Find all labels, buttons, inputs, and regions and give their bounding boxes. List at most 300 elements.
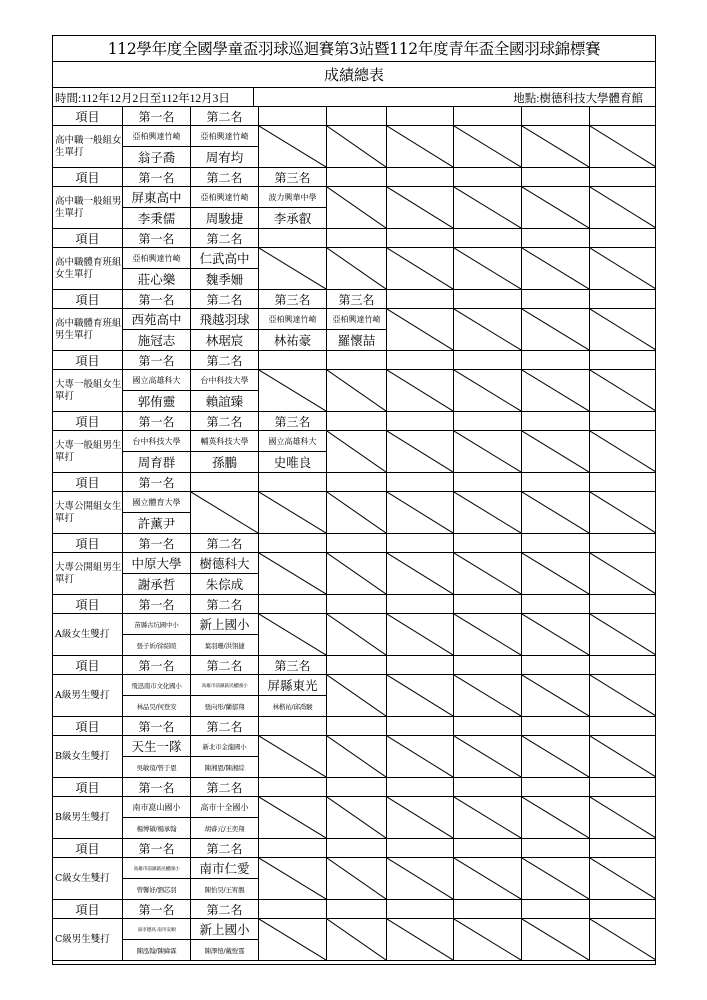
winner-player: 李承叡 [259,208,327,229]
blank-header-cell [387,778,454,797]
winner-unit: 台中科技大學 [191,370,259,391]
winner-player: 周駿捷 [191,208,259,229]
winner-unit: 屏東高中 [123,187,191,208]
winner-player: 林琚宸 [191,330,259,351]
winner-unit: 輔英科技大學 [191,431,259,452]
empty-slash-cell [327,187,387,229]
rank-header: 第三名 [259,412,327,431]
event-name: 高中職體育班組女生單打 [53,248,123,290]
rank-header: 第三名 [259,290,327,309]
winner-unit: 新北市金龍國小 [191,736,259,757]
event-name: 大專公開組女生單打 [53,492,123,534]
blank-header-cell [590,717,656,736]
rank-header: 第一名 [123,351,191,370]
empty-slash-cell [387,370,454,412]
empty-slash-cell [259,553,327,595]
blank-header-cell [259,839,327,858]
rank-header: 第二名 [191,595,259,614]
diagonal-line [387,919,453,960]
blank-header-cell [387,839,454,858]
winner-unit: 新上國小 [191,919,259,940]
empty-slash-cell [590,919,656,961]
event-name: A級男生雙打 [53,675,123,717]
blank-header-cell [590,168,656,187]
empty-slash-cell [259,736,327,778]
diagonal-line [590,858,656,899]
blank-header-cell [454,839,522,858]
blank-header-cell [522,717,590,736]
diagonal-line [522,492,589,533]
rank-header: 第一名 [123,107,191,126]
empty-slash-cell [259,126,327,168]
diagonal-line [522,614,589,655]
winner-player: 陳怡昊/王宥靚 [191,879,259,900]
rank-header: 第一名 [123,412,191,431]
diagonal-line [387,248,453,289]
winner-unit: 中原大學 [123,553,191,574]
diagonal-line [454,431,521,472]
event-header-label: 項目 [53,168,123,187]
winner-player: 林祐豪 [259,330,327,351]
empty-slash-cell [387,919,454,961]
empty-slash-cell [327,675,387,717]
rank-header: 第二名 [191,839,259,858]
winner-unit: 樹德科大 [191,553,259,574]
diagonal-line [191,492,258,533]
event-name: 大專公開組男生單打 [53,553,123,595]
diagonal-line [259,248,326,289]
rank-header: 第一名 [123,290,191,309]
diagonal-line [590,797,656,838]
event-name: B級男生雙打 [53,797,123,839]
empty-slash-cell [590,797,656,839]
winner-player: 郭侑靈 [123,391,191,412]
empty-slash-cell [590,858,656,900]
empty-slash-cell [590,553,656,595]
diagonal-line [454,553,521,594]
rank-header: 第二名 [191,168,259,187]
diagonal-line [522,553,589,594]
diagonal-line [522,858,589,899]
empty-slash-cell [454,431,522,473]
blank-header-cell [454,412,522,431]
winner-player: 許薰尹 [123,513,191,534]
diagonal-line [259,614,326,655]
winner-player: 翁子喬 [123,147,191,168]
winner-player: 林品昊/何登安 [123,696,191,717]
rank-header: 第一名 [123,656,191,675]
blank-header-cell [387,473,454,492]
blank-header-cell [327,900,387,919]
winner-unit: 台中科技大學 [123,431,191,452]
winner-unit: 新上國小 [191,614,259,635]
empty-slash-cell [259,492,327,534]
winner-player: 朱倧成 [191,574,259,595]
winner-player: 林楷祐/邱喬駿 [259,696,327,717]
empty-slash-cell [259,797,327,839]
diagonal-line [327,919,386,960]
empty-slash-cell [590,675,656,717]
winner-player: 陳澤愷/戴愷霆 [191,940,259,961]
blank-header-cell [259,473,327,492]
blank-header-cell [454,717,522,736]
diagonal-line [522,431,589,472]
rank-header: 第二名 [191,290,259,309]
empty-slash-cell [327,370,387,412]
diagonal-line [454,126,521,167]
blank-header-cell [522,168,590,187]
rank-header: 第二名 [191,229,259,248]
diagonal-line [327,675,386,716]
results-sheet [52,35,656,965]
diagonal-line [387,309,453,350]
blank-header-cell [387,107,454,126]
blank-header-cell [259,900,327,919]
blank-header-cell [387,717,454,736]
winner-player: 周宥均 [191,147,259,168]
blank-header-cell [590,290,656,309]
blank-header-cell [387,656,454,675]
diagonal-line [454,492,521,533]
diagonal-line [387,553,453,594]
winner-unit: 波力興華中學 [259,187,327,208]
diagonal-line [522,126,589,167]
empty-slash-cell [522,492,590,534]
rank-header: 第一名 [123,717,191,736]
blank-header-cell [327,473,387,492]
blank-header-cell [590,107,656,126]
blank-header-cell [590,900,656,919]
winner-player: 史唯良 [259,452,327,473]
blank-header-cell [259,534,327,553]
diagonal-line [387,370,453,411]
blank-header-cell [259,595,327,614]
diagonal-line [327,858,386,899]
empty-slash-cell [522,797,590,839]
winner-unit: 西苑高中 [123,309,191,330]
empty-slash-cell [259,614,327,656]
winner-unit: 亞柏興達竹崎 [327,309,387,330]
rank-header: 第二名 [191,534,259,553]
empty-slash-cell [522,614,590,656]
blank-header-cell [327,717,387,736]
winner-player: 張子妡/徐紹暄 [123,635,191,656]
diagonal-line [590,187,656,228]
diagonal-line [454,919,521,960]
blank-header-cell [454,534,522,553]
empty-slash-cell [522,919,590,961]
event-header-label: 項目 [53,717,123,736]
blank-header-cell [454,168,522,187]
empty-slash-cell [327,553,387,595]
blank-header-cell [387,351,454,370]
empty-slash-cell [454,858,522,900]
blank-header-cell [327,656,387,675]
blank-header-cell [590,412,656,431]
empty-slash-cell [387,187,454,229]
diagonal-line [590,492,656,533]
winner-player: 李秉儒 [123,208,191,229]
empty-slash-cell [522,553,590,595]
empty-slash-cell [590,431,656,473]
empty-slash-cell [454,797,522,839]
empty-slash-cell [590,126,656,168]
empty-slash-cell [327,126,387,168]
date-range: 時間:112年12月2日至112年12月3日 [55,93,230,105]
empty-slash-cell [590,614,656,656]
blank-header-cell [387,900,454,919]
empty-slash-cell [259,919,327,961]
empty-slash-cell [522,675,590,717]
empty-slash-cell [454,919,522,961]
diagonal-line [454,736,521,777]
winner-player: 周育群 [123,452,191,473]
diagonal-line [522,919,589,960]
blank-header-cell [259,778,327,797]
empty-slash-cell [454,248,522,290]
empty-slash-cell [327,614,387,656]
diagonal-line [522,187,589,228]
diagonal-line [454,797,521,838]
blank-header-cell [327,107,387,126]
empty-slash-cell [590,736,656,778]
blank-header-cell [454,290,522,309]
empty-slash-cell [327,492,387,534]
empty-slash-cell [327,797,387,839]
blank-header-cell [387,595,454,614]
blank-header-cell [259,229,327,248]
winner-player: 施冠志 [123,330,191,351]
empty-slash-cell [454,309,522,351]
event-name: 高中職一般組男生單打 [53,187,123,229]
empty-slash-cell [522,126,590,168]
blank-header-cell [522,107,590,126]
event-header-label: 項目 [53,595,123,614]
empty-slash-cell [522,248,590,290]
diagonal-line [590,309,656,350]
blank-header-cell [327,839,387,858]
empty-slash-cell [387,736,454,778]
empty-slash-cell [387,553,454,595]
empty-slash-cell [327,431,387,473]
empty-slash-cell [387,797,454,839]
diagonal-line [327,187,386,228]
diagonal-line [387,126,453,167]
empty-slash-cell [327,736,387,778]
winner-unit: 苗縣古坑國中小 [123,614,191,635]
winner-player: 孫鵬 [191,452,259,473]
empty-slash-cell [590,492,656,534]
event-header-label: 項目 [53,290,123,309]
winner-unit: 亞柏興達竹崎 [123,126,191,147]
diagonal-line [590,919,656,960]
winner-player: 莊心樂 [123,269,191,290]
empty-slash-cell [387,614,454,656]
empty-slash-cell [522,187,590,229]
event-name: C級女生雙打 [53,858,123,900]
diagonal-line [387,431,453,472]
rank-header: 第二名 [191,412,259,431]
document-title: 112學年度全國學童盃羽球巡迴賽第3站暨112年度青年盃全國羽球錦標賽 [53,36,655,62]
blank-header-cell [327,168,387,187]
diagonal-line [454,858,521,899]
rank-header: 第一名 [123,534,191,553]
empty-slash-cell [454,126,522,168]
empty-slash-cell [590,309,656,351]
winner-player: 魏季姍 [191,269,259,290]
diagonal-line [522,309,589,350]
document-subtitle: 成績總表 [53,62,655,88]
winner-unit: 天生一隊 [123,736,191,757]
blank-header-cell [522,778,590,797]
blank-header-cell [590,351,656,370]
diagonal-line [327,370,386,411]
winner-player: 張向彤/蘭郁翔 [191,696,259,717]
diagonal-line [259,736,326,777]
blank-header-cell [454,473,522,492]
rank-header: 第二名 [191,717,259,736]
event-header-label: 項目 [53,107,123,126]
blank-header-cell [387,412,454,431]
blank-header-cell [590,229,656,248]
blank-header-cell [327,534,387,553]
winner-unit: 仁武高中 [191,248,259,269]
empty-slash-cell [259,248,327,290]
blank-header-cell [454,595,522,614]
winner-unit: 國立體育大學 [123,492,191,513]
rank-header: 第二名 [191,778,259,797]
blank-header-cell [327,595,387,614]
empty-slash-cell [454,736,522,778]
diagonal-line [522,797,589,838]
event-header-label: 項目 [53,351,123,370]
diagonal-line [259,126,326,167]
empty-slash-cell [454,614,522,656]
rank-header: 第二名 [191,107,259,126]
winner-player: 吳敏瑄/曾于恩 [123,757,191,778]
winner-unit: 飛迅南市文化國小 [123,675,191,696]
blank-header-cell [522,229,590,248]
diagonal-line [387,858,453,899]
blank-header-cell [590,656,656,675]
empty-slash-cell [387,248,454,290]
venue: 地點:樹德科技大學體育館 [513,93,643,105]
empty-slash-cell [327,248,387,290]
winner-unit: 高市十全國小 [191,797,259,818]
winner-player: 陳湘恩/陳湘綜 [191,757,259,778]
empty-slash-cell [327,858,387,900]
blank-header-cell [590,473,656,492]
blank-header-cell [590,839,656,858]
diagonal-line [327,492,386,533]
winner-unit: 屏縣東光 [259,675,327,696]
diagonal-line [327,248,386,289]
winner-unit: 南市崑山國小 [123,797,191,818]
diagonal-line [590,553,656,594]
blank-header-cell [327,778,387,797]
winner-unit: 亞柏興達竹崎 [191,126,259,147]
info-divider [253,88,254,106]
rank-header: 第一名 [123,595,191,614]
rank-header: 第三名 [259,656,327,675]
diagonal-line [327,126,386,167]
event-header-label: 項目 [53,412,123,431]
diagonal-line [327,736,386,777]
blank-header-cell [454,229,522,248]
rank-header: 第一名 [123,839,191,858]
event-header-label: 項目 [53,229,123,248]
blank-header-cell [387,229,454,248]
diagonal-line [387,675,453,716]
blank-header-cell [522,290,590,309]
rank-header: 第一名 [123,229,191,248]
event-header-label: 項目 [53,900,123,919]
diagonal-line [590,614,656,655]
blank-header-cell [327,351,387,370]
winner-player: 陳泓翰/陳緯霖 [123,940,191,961]
blank-header-cell [259,717,327,736]
diagonal-line [387,614,453,655]
event-header-label: 項目 [53,656,123,675]
blank-header-cell [522,595,590,614]
diagonal-line [259,370,326,411]
rank-header: 第一名 [123,473,191,492]
empty-slash-cell [454,675,522,717]
diagonal-line [590,248,656,289]
empty-slash-cell [590,248,656,290]
winner-player: 楊博碩/楊承翰 [123,818,191,839]
blank-header-cell [590,778,656,797]
event-name: 高中職一般組女生單打 [53,126,123,168]
diagonal-line [522,370,589,411]
empty-slash-cell [387,309,454,351]
empty-slash-cell [387,431,454,473]
diagonal-line [522,736,589,777]
rank-header: 第二名 [191,656,259,675]
blank-header-cell [522,412,590,431]
empty-slash-cell [454,553,522,595]
blank-header-cell [522,534,590,553]
blank-header-cell [454,351,522,370]
diagonal-line [387,187,453,228]
empty-slash-cell [590,187,656,229]
diagonal-line [590,736,656,777]
blank-header-cell [327,412,387,431]
event-name: A級女生雙打 [53,614,123,656]
empty-slash-cell [454,370,522,412]
diagonal-line [454,187,521,228]
winner-unit: 國立高雄科大 [259,431,327,452]
event-name: 高中職體育班組男生單打 [53,309,123,351]
winner-unit: 亞柏興達竹崎 [123,248,191,269]
event-header-label: 項目 [53,534,123,553]
empty-slash-cell [327,919,387,961]
rank-header: 第一名 [123,168,191,187]
winner-player: 謝承哲 [123,574,191,595]
blank-header-cell [590,595,656,614]
event-name: C級男生雙打 [53,919,123,961]
empty-slash-cell [387,675,454,717]
empty-slash-cell [191,492,259,534]
event-name: 大專一般組男生單打 [53,431,123,473]
rank-header: 第二名 [191,900,259,919]
diagonal-line [327,553,386,594]
rank-header: 第一名 [123,900,191,919]
winner-player: 羅懷喆 [327,330,387,351]
blank-header-cell [191,473,259,492]
empty-slash-cell [522,736,590,778]
winner-unit: 亞柏興達竹崎 [259,309,327,330]
